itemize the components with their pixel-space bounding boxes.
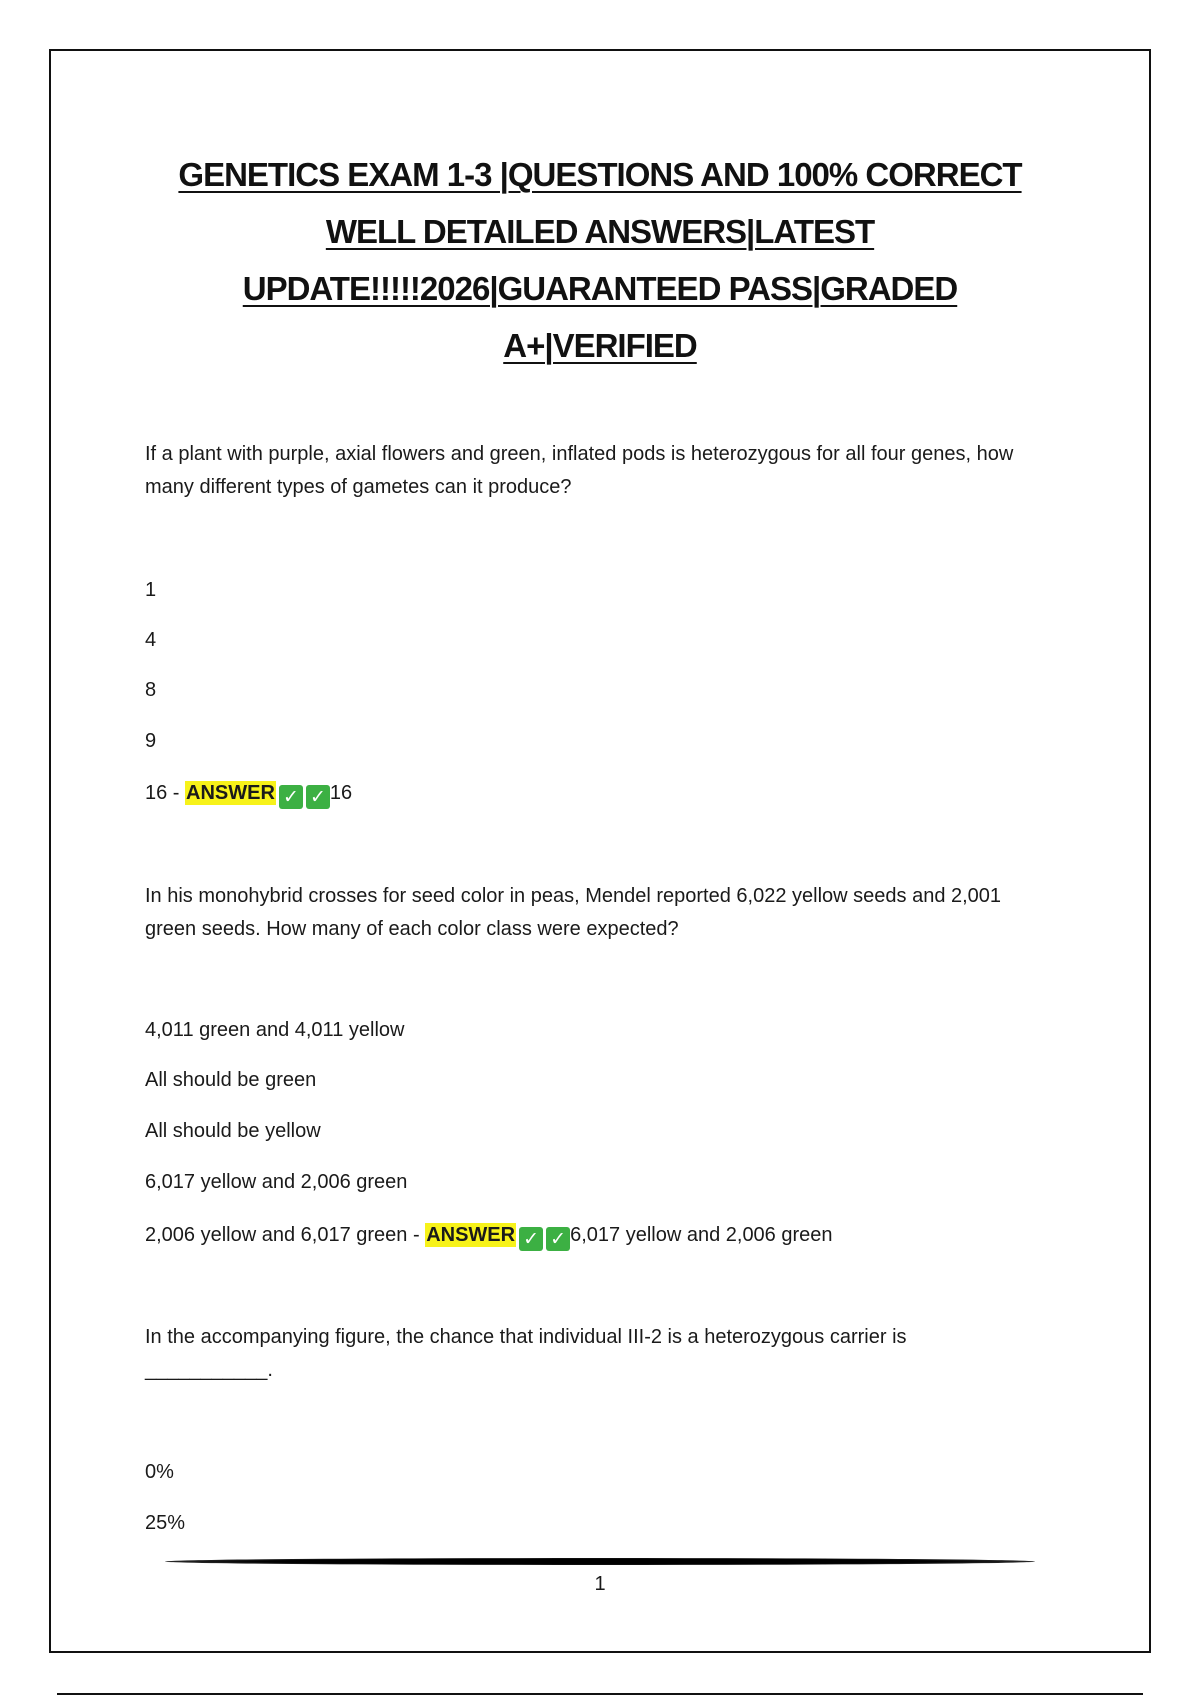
title-line: A+|VERIFIED bbox=[503, 327, 697, 364]
title-line: WELL DETAILED ANSWERS|LATEST bbox=[325, 213, 875, 250]
title-line: UPDATE!!!!!2026|GUARANTEED PASS|GRADED bbox=[242, 270, 958, 307]
check-icon: ✓ bbox=[546, 1227, 570, 1251]
question-text: If a plant with purple, axial flowers and green, inflated pods is heterozygous for all four genes, how many different types of gametes can it produce? bbox=[145, 443, 1014, 498]
check-icon: ✓ bbox=[279, 785, 303, 809]
check-icon: ✓ bbox=[519, 1227, 543, 1251]
question-1 bbox=[145, 438, 1045, 504]
option: 25% bbox=[145, 1512, 186, 1534]
document-title bbox=[130, 146, 1070, 374]
question-text: In his monohybrid crosses for seed color in peas, Mendel reported 6,022 yellow seeds and 2,001 green seeds. How many of each color class were expected? bbox=[145, 885, 1002, 940]
page-number: 1 bbox=[594, 1573, 606, 1595]
answer-label: ANSWER bbox=[426, 1224, 516, 1246]
question-3 bbox=[145, 1321, 1045, 1387]
answer-option-text: 2,006 yellow and 6,017 green - bbox=[145, 1224, 426, 1246]
option: All should be yellow bbox=[145, 1120, 321, 1142]
answer-line bbox=[145, 1222, 833, 1251]
option: 6,017 yellow and 2,006 green bbox=[145, 1171, 408, 1193]
option: 4,011 green and 4,011 yellow bbox=[145, 1019, 405, 1041]
next-page-edge bbox=[57, 1693, 1143, 1695]
question-2 bbox=[145, 880, 1045, 946]
answer-blank: ___________. bbox=[145, 1359, 273, 1381]
option: 0% bbox=[145, 1461, 174, 1483]
option: 4 bbox=[145, 629, 157, 651]
check-icon: ✓ bbox=[306, 785, 330, 809]
answer-value: 16 bbox=[329, 782, 353, 804]
question-text-main: In the accompanying figure, the chance that individual III-2 is a heterozygous carrier is bbox=[145, 1326, 907, 1348]
option: 9 bbox=[145, 730, 157, 752]
answer-line bbox=[145, 780, 352, 809]
question-text bbox=[145, 1321, 1045, 1387]
answer-option-text: 16 - bbox=[145, 782, 186, 804]
title-line: GENETICS EXAM 1-3 |QUESTIONS AND 100% CORRECT bbox=[178, 156, 1022, 193]
option: All should be green bbox=[145, 1069, 317, 1091]
answer-label: ANSWER bbox=[186, 782, 275, 804]
answer-value: 6,017 yellow and 2,006 green bbox=[570, 1224, 833, 1246]
option: 8 bbox=[145, 679, 157, 701]
footer-divider bbox=[165, 1558, 1035, 1565]
option: 1 bbox=[145, 579, 157, 601]
